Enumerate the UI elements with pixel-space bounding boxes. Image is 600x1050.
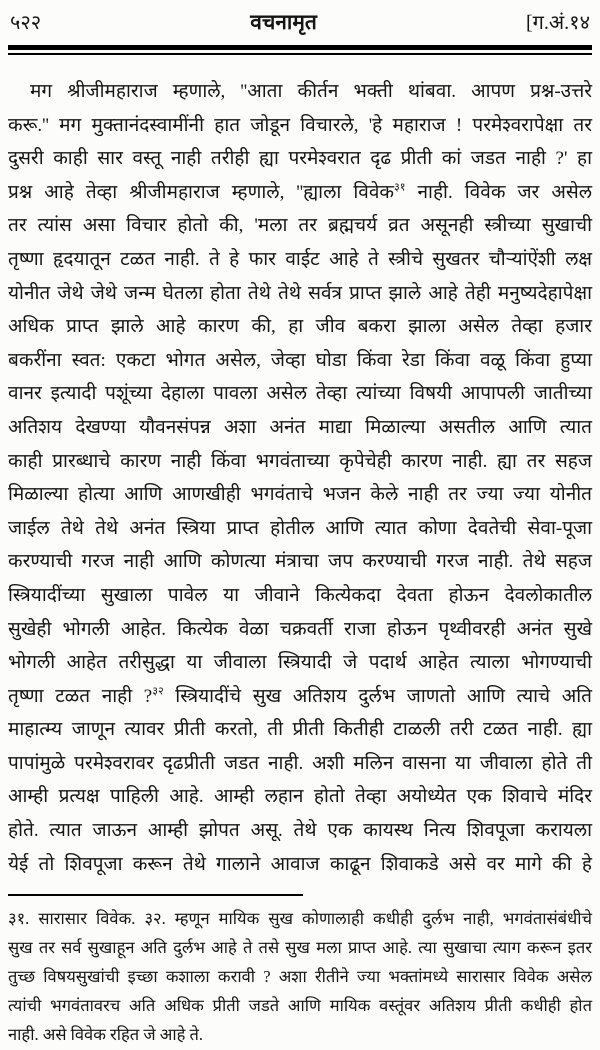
body-line: अधिक प्राप्त झाले आहे कारण की, हा जीव बकरा झाला असेल तेव्हा हजार	[8, 316, 592, 338]
body-line: करू.'' मग मुक्तानंदस्वामींनी हात जोडून विचारले, 'हे महाराज ! परमेश्वरापेक्षा तर	[8, 114, 592, 136]
body-line: मिळाल्या होत्या आणि आणखीही भगवंताचे भजन केले नाही तर ज्या ज्या योनीत	[8, 484, 592, 506]
body-line: आम्ही प्रत्यक्ष पाहिली आहे. आम्ही लहान होतो तेव्हा अयोध्येत एक शिवाचे मंदिर	[8, 786, 592, 808]
footnote-marker: ३१	[393, 181, 406, 194]
footnote-marker: ३२	[152, 685, 164, 698]
body-line: माहात्म्य जाणून त्यावर प्रीती करतो, ती प्रीती कितीही टाळली तरी टळत नाही. ह्या	[8, 719, 592, 741]
body-line: तृष्णा हृदयातून टळत नाही. ते हे फार वाईट आहे ते स्त्रीचे सुखतर चौऱ्यांऐंशी लक्ष	[8, 248, 592, 270]
page-number: ५२२	[10, 12, 42, 34]
body-line: स्त्रियादींच्या सुखाला पावेल या जीवाने कित्येकदा देवता होऊन देवलोकातील	[8, 584, 592, 606]
footnote-line: ३१. सारासार विवेक. ३२. म्हणून मायिक सुख कोणालाही कधीही दुर्लभ नाही, भगवंतासंबंधीचे	[8, 909, 592, 929]
footnote-line: सुख तर सर्व सुखाहून अति दुर्लभ आहे ते तसे सुख मला प्राप्त आहे. त्या सुखाचा त्याग करून इतर	[8, 938, 592, 958]
body-line: जाईल तेथे तेथे अनंत स्त्रिया प्राप्त होतील आणि त्यात कोणा देवतेची सेवा-पूजा	[8, 517, 592, 539]
footnote-line: त्यांची भगवंतावरच अति अधिक प्रीती जडते आणि मायिक वस्तूंवर अतिशय प्रीती कधीही होत	[8, 996, 592, 1016]
footnotes	[8, 904, 592, 1049]
body-line: तृष्णा टळत नाही ?$^{३२}$ स्त्रियादींचे सुख अतिशय दुर्लभ जाणतो आणि त्याचे अति	[8, 685, 592, 707]
body-line: बकरींना स्वत: एकटा भोगत असेल, जेव्हा घोडा किंवा रेडा किंवा वळू किंवा हुप्या	[8, 349, 592, 371]
body-line: करण्याची गरज नाही आणि कोणत्या मंत्राचा जप करण्याची गरज नाही. तेथे सहज	[8, 551, 592, 573]
body-line: मग श्रीजीमहाराज म्हणाले, ''आता कीर्तन भक्ती थांबवा. आपण प्रश्न-उत्तरे	[30, 81, 592, 102]
body-line: अतिशय देखण्या यौवनसंपन्न अशा अनंत माद्या मिळाल्या असतील आणि त्यात	[8, 416, 592, 438]
footnote-rule	[8, 894, 303, 896]
body-line: वानर इत्यादी पशूंच्या देहाला पावला असेल तेव्हा त्यांच्या विषयी आपापली जातीच्या	[8, 383, 592, 405]
body-text	[8, 75, 592, 881]
footnote-line: नाही. असे विवेक रहित जे आहे ते.	[8, 1025, 203, 1045]
footnote-line: तुच्छ विषयसुखांची इच्छा कशाला करावी ? अशा रीतीने ज्या भक्तांमध्ये सारासार विवेक असेल	[8, 967, 592, 987]
body-line: दुसरी काही सार वस्तू नाही तरीही ह्या परमेश्वरात दृढ प्रीती कां जडत नाही ?' हा	[8, 148, 592, 170]
body-line: सुखेही भोगली आहेत. कित्येक वेळा चक्रवर्ती राजा होऊन पृथ्वीवरही अनंत सुखे	[8, 618, 592, 640]
header-rule	[8, 45, 592, 55]
section-reference: [ग.अं.१४	[525, 12, 590, 34]
page-header	[8, 6, 592, 36]
body-line: प्रश्न आहे तेव्हा श्रीजीमहाराज म्हणाले, ''ह्याला विवेक$^{३१}$ नाही. विवेक जर असेल	[8, 181, 592, 203]
body-line: काही प्रारब्धाचे कारण नाही किंवा भगवंताच्या कृपेचेही कारण नाही. ह्या तर सहज	[8, 450, 592, 472]
body-line: येई तो शिवपूजा करून तेथे गालाने आवाज काढून शिवाकडे असे वर मागे की हे	[8, 853, 592, 875]
body-line: होते. त्यात जाऊन आम्ही झोपत असू. तेथे एक कायस्थ नित्य शिवपूजा करायला	[8, 820, 592, 842]
body-line: भोगली आहेत तरीसुद्धा या जीवाला स्त्रियादी जे पदार्थ आहेत त्याला भोगण्याची	[8, 652, 592, 674]
book-title: वचनामृत	[250, 10, 317, 34]
body-line: पापांमुळे परमेश्वरावर दृढप्रीती जडत नाही. अशी मलिन वासना या जीवाला होते ती	[8, 752, 592, 774]
body-line: तर त्यांस असा विचार होतो की, 'मला तर ब्रह्मचर्य व्रत असूनही स्त्रीच्या सुखाची	[8, 215, 592, 237]
body-line: योनीत जेथे जेथे जन्म घेतला होता तेथे तेथे सर्वत्र प्राप्त झाले आहे तेही मनुष्यदेहापेक्षा	[8, 282, 592, 304]
